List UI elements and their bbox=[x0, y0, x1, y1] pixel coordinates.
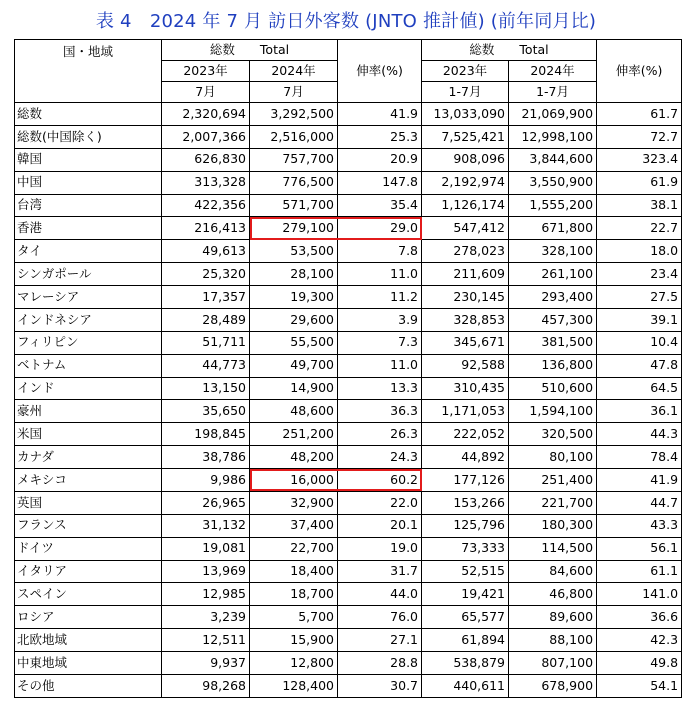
july-2023-cell: 198,845 bbox=[162, 423, 250, 446]
region-cell: 韓国 bbox=[15, 148, 162, 171]
ytd-growth-cell: 49.8 bbox=[597, 652, 682, 675]
table-row bbox=[15, 308, 682, 331]
july-2023-cell: 313,328 bbox=[162, 171, 250, 194]
july-2023-cell: 26,965 bbox=[162, 491, 250, 514]
ytd-2024-cell: 3,844,600 bbox=[509, 148, 597, 171]
ytd-growth-cell: 18.0 bbox=[597, 240, 682, 263]
table-row bbox=[15, 560, 682, 583]
ytd-2023-cell: 222,052 bbox=[422, 423, 509, 446]
july-growth-cell: 147.8 bbox=[338, 171, 422, 194]
july-2023-cell: 35,650 bbox=[162, 400, 250, 423]
july-growth-cell: 29.0 bbox=[338, 217, 422, 240]
ytd-2023-cell: 230,145 bbox=[422, 286, 509, 309]
table-row bbox=[15, 331, 682, 354]
ytd-2023-cell: 547,412 bbox=[422, 217, 509, 240]
table-body bbox=[15, 103, 682, 698]
year-2024-ytd-header: 2024年 bbox=[509, 61, 597, 82]
july-growth-cell: 60.2 bbox=[338, 469, 422, 492]
ytd-2023-cell: 1,126,174 bbox=[422, 194, 509, 217]
july-2024-cell: 279,100 bbox=[250, 217, 338, 240]
ytd-2023-cell: 61,894 bbox=[422, 629, 509, 652]
ytd-2023-cell: 52,515 bbox=[422, 560, 509, 583]
july-growth-cell: 13.3 bbox=[338, 377, 422, 400]
region-cell: 中国 bbox=[15, 171, 162, 194]
month-2023-july-header: 7月 bbox=[162, 82, 250, 103]
july-2023-cell: 2,320,694 bbox=[162, 103, 250, 126]
ytd-2024-cell: 12,998,100 bbox=[509, 125, 597, 148]
july-2024-cell: 53,500 bbox=[250, 240, 338, 263]
july-2023-cell: 216,413 bbox=[162, 217, 250, 240]
region-cell: 総数(中国除く) bbox=[15, 125, 162, 148]
july-growth-cell: 26.3 bbox=[338, 423, 422, 446]
july-growth-cell: 11.0 bbox=[338, 263, 422, 286]
ytd-2023-cell: 92,588 bbox=[422, 354, 509, 377]
ytd-growth-cell: 36.1 bbox=[597, 400, 682, 423]
july-growth-cell: 31.7 bbox=[338, 560, 422, 583]
ytd-growth-cell: 64.5 bbox=[597, 377, 682, 400]
july-2024-cell: 3,292,500 bbox=[250, 103, 338, 126]
july-2024-cell: 571,700 bbox=[250, 194, 338, 217]
ytd-2023-cell: 908,096 bbox=[422, 148, 509, 171]
region-cell: 北欧地域 bbox=[15, 629, 162, 652]
ytd-2024-cell: 80,100 bbox=[509, 446, 597, 469]
july-2023-cell: 28,489 bbox=[162, 308, 250, 331]
july-2023-cell: 51,711 bbox=[162, 331, 250, 354]
region-cell: 総数 bbox=[15, 103, 162, 126]
ytd-2023-cell: 153,266 bbox=[422, 491, 509, 514]
ytd-growth-cell: 72.7 bbox=[597, 125, 682, 148]
ytd-2023-cell: 310,435 bbox=[422, 377, 509, 400]
ytd-2023-cell: 125,796 bbox=[422, 514, 509, 537]
july-2024-cell: 55,500 bbox=[250, 331, 338, 354]
july-2024-cell: 14,900 bbox=[250, 377, 338, 400]
region-cell: カナダ bbox=[15, 446, 162, 469]
july-2023-cell: 44,773 bbox=[162, 354, 250, 377]
ytd-2023-cell: 440,611 bbox=[422, 674, 509, 697]
ytd-2023-cell: 65,577 bbox=[422, 606, 509, 629]
table-row bbox=[15, 514, 682, 537]
month-2024-july-header: 7月 bbox=[250, 82, 338, 103]
july-growth-cell: 44.0 bbox=[338, 583, 422, 606]
ytd-2024-cell: 221,700 bbox=[509, 491, 597, 514]
july-growth-cell: 35.4 bbox=[338, 194, 422, 217]
table-header bbox=[15, 40, 682, 103]
july-growth-cell: 22.0 bbox=[338, 491, 422, 514]
region-cell: 中東地域 bbox=[15, 652, 162, 675]
table-row bbox=[15, 400, 682, 423]
ytd-growth-cell: 54.1 bbox=[597, 674, 682, 697]
july-growth-cell: 28.8 bbox=[338, 652, 422, 675]
july-2024-cell: 15,900 bbox=[250, 629, 338, 652]
ytd-growth-cell: 61.9 bbox=[597, 171, 682, 194]
july-growth-cell: 20.9 bbox=[338, 148, 422, 171]
july-2024-cell: 251,200 bbox=[250, 423, 338, 446]
ytd-2023-cell: 538,879 bbox=[422, 652, 509, 675]
ytd-growth-cell: 27.5 bbox=[597, 286, 682, 309]
ytd-2024-cell: 84,600 bbox=[509, 560, 597, 583]
july-growth-cell: 76.0 bbox=[338, 606, 422, 629]
visitor-arrivals-table bbox=[14, 39, 682, 698]
ytd-growth-cell: 38.1 bbox=[597, 194, 682, 217]
ytd-2024-cell: 46,800 bbox=[509, 583, 597, 606]
growth-july-header: 伸率(%) bbox=[338, 40, 422, 103]
table-row bbox=[15, 263, 682, 286]
july-2023-cell: 31,132 bbox=[162, 514, 250, 537]
table-row bbox=[15, 606, 682, 629]
ytd-2023-cell: 13,033,090 bbox=[422, 103, 509, 126]
region-cell: インド bbox=[15, 377, 162, 400]
ytd-growth-cell: 43.3 bbox=[597, 514, 682, 537]
region-cell: その他 bbox=[15, 674, 162, 697]
ytd-2024-cell: 21,069,900 bbox=[509, 103, 597, 126]
ytd-growth-cell: 78.4 bbox=[597, 446, 682, 469]
table-row bbox=[15, 194, 682, 217]
ytd-growth-cell: 61.1 bbox=[597, 560, 682, 583]
july-growth-cell: 20.1 bbox=[338, 514, 422, 537]
ytd-2024-cell: 678,900 bbox=[509, 674, 597, 697]
ytd-2024-cell: 381,500 bbox=[509, 331, 597, 354]
july-2023-cell: 626,830 bbox=[162, 148, 250, 171]
ytd-growth-cell: 44.7 bbox=[597, 491, 682, 514]
july-2024-cell: 5,700 bbox=[250, 606, 338, 629]
ytd-2023-cell: 19,421 bbox=[422, 583, 509, 606]
ytd-2024-cell: 136,800 bbox=[509, 354, 597, 377]
july-2023-cell: 17,357 bbox=[162, 286, 250, 309]
july-2024-cell: 22,700 bbox=[250, 537, 338, 560]
ytd-growth-cell: 22.7 bbox=[597, 217, 682, 240]
july-2023-cell: 49,613 bbox=[162, 240, 250, 263]
ytd-growth-cell: 42.3 bbox=[597, 629, 682, 652]
july-2024-cell: 48,600 bbox=[250, 400, 338, 423]
table-row bbox=[15, 674, 682, 697]
table-row bbox=[15, 240, 682, 263]
region-cell: ベトナム bbox=[15, 354, 162, 377]
table-row bbox=[15, 171, 682, 194]
ytd-2024-cell: 293,400 bbox=[509, 286, 597, 309]
ytd-2023-cell: 211,609 bbox=[422, 263, 509, 286]
july-2023-cell: 38,786 bbox=[162, 446, 250, 469]
july-2024-cell: 18,700 bbox=[250, 583, 338, 606]
ytd-growth-cell: 323.4 bbox=[597, 148, 682, 171]
ytd-2024-cell: 671,800 bbox=[509, 217, 597, 240]
july-2023-cell: 13,969 bbox=[162, 560, 250, 583]
year-2023-july-header: 2023年 bbox=[162, 61, 250, 82]
region-cell: タイ bbox=[15, 240, 162, 263]
july-growth-cell: 3.9 bbox=[338, 308, 422, 331]
july-growth-cell: 41.9 bbox=[338, 103, 422, 126]
july-2023-cell: 12,985 bbox=[162, 583, 250, 606]
region-cell: インドネシア bbox=[15, 308, 162, 331]
table-row bbox=[15, 491, 682, 514]
ytd-growth-cell: 56.1 bbox=[597, 537, 682, 560]
ytd-2024-cell: 1,594,100 bbox=[509, 400, 597, 423]
ytd-2024-cell: 457,300 bbox=[509, 308, 597, 331]
ytd-2023-cell: 278,023 bbox=[422, 240, 509, 263]
ytd-growth-cell: 61.7 bbox=[597, 103, 682, 126]
ytd-2023-cell: 2,192,974 bbox=[422, 171, 509, 194]
year-2024-july-header: 2024年 bbox=[250, 61, 338, 82]
july-growth-cell: 24.3 bbox=[338, 446, 422, 469]
ytd-2024-cell: 510,600 bbox=[509, 377, 597, 400]
july-growth-cell: 25.3 bbox=[338, 125, 422, 148]
month-2024-ytd-header: 1-7月 bbox=[509, 82, 597, 103]
ytd-2024-cell: 89,600 bbox=[509, 606, 597, 629]
table-title: 表 4 2024 年 7 月 訪日外客数 (JNTO 推計値) (前年同月比) bbox=[95, 11, 597, 32]
ytd-2023-cell: 328,853 bbox=[422, 308, 509, 331]
ytd-2023-cell: 177,126 bbox=[422, 469, 509, 492]
ytd-2024-cell: 3,550,900 bbox=[509, 171, 597, 194]
ytd-2024-cell: 88,100 bbox=[509, 629, 597, 652]
ytd-2024-cell: 1,555,200 bbox=[509, 194, 597, 217]
table-row bbox=[15, 629, 682, 652]
july-growth-cell: 11.2 bbox=[338, 286, 422, 309]
region-cell: イタリア bbox=[15, 560, 162, 583]
july-2024-cell: 16,000 bbox=[250, 469, 338, 492]
ytd-2024-cell: 251,400 bbox=[509, 469, 597, 492]
july-2024-cell: 128,400 bbox=[250, 674, 338, 697]
july-growth-cell: 11.0 bbox=[338, 354, 422, 377]
ytd-growth-cell: 47.8 bbox=[597, 354, 682, 377]
july-2023-cell: 19,081 bbox=[162, 537, 250, 560]
july-2024-cell: 32,900 bbox=[250, 491, 338, 514]
july-2023-cell: 2,007,366 bbox=[162, 125, 250, 148]
july-2023-cell: 25,320 bbox=[162, 263, 250, 286]
region-cell: 米国 bbox=[15, 423, 162, 446]
table-row bbox=[15, 537, 682, 560]
july-2023-cell: 422,356 bbox=[162, 194, 250, 217]
july-2024-cell: 29,600 bbox=[250, 308, 338, 331]
july-2023-cell: 9,986 bbox=[162, 469, 250, 492]
ytd-growth-cell: 141.0 bbox=[597, 583, 682, 606]
ytd-2023-cell: 44,892 bbox=[422, 446, 509, 469]
table-row bbox=[15, 148, 682, 171]
july-2024-cell: 776,500 bbox=[250, 171, 338, 194]
july-2024-cell: 49,700 bbox=[250, 354, 338, 377]
july-2024-cell: 2,516,000 bbox=[250, 125, 338, 148]
table-row bbox=[15, 583, 682, 606]
july-2024-cell: 12,800 bbox=[250, 652, 338, 675]
ytd-2024-cell: 328,100 bbox=[509, 240, 597, 263]
table-row bbox=[15, 354, 682, 377]
table-row bbox=[15, 103, 682, 126]
ytd-growth-cell: 23.4 bbox=[597, 263, 682, 286]
july-2023-cell: 12,511 bbox=[162, 629, 250, 652]
region-cell: 豪州 bbox=[15, 400, 162, 423]
region-column-header: 国・地域 bbox=[15, 40, 162, 103]
table-row bbox=[15, 217, 682, 240]
ytd-growth-cell: 41.9 bbox=[597, 469, 682, 492]
table-row bbox=[15, 423, 682, 446]
july-2024-cell: 37,400 bbox=[250, 514, 338, 537]
region-cell: ロシア bbox=[15, 606, 162, 629]
july-2023-cell: 98,268 bbox=[162, 674, 250, 697]
july-2023-cell: 13,150 bbox=[162, 377, 250, 400]
table-row bbox=[15, 377, 682, 400]
ytd-growth-cell: 36.6 bbox=[597, 606, 682, 629]
growth-ytd-header: 伸率(%) bbox=[597, 40, 682, 103]
july-2023-cell: 3,239 bbox=[162, 606, 250, 629]
ytd-2023-cell: 7,525,421 bbox=[422, 125, 509, 148]
ytd-2024-cell: 261,100 bbox=[509, 263, 597, 286]
region-cell: 台湾 bbox=[15, 194, 162, 217]
ytd-2024-cell: 180,300 bbox=[509, 514, 597, 537]
month-2023-ytd-header: 1-7月 bbox=[422, 82, 509, 103]
region-cell: 英国 bbox=[15, 491, 162, 514]
july-2024-cell: 28,100 bbox=[250, 263, 338, 286]
july-growth-cell: 19.0 bbox=[338, 537, 422, 560]
july-growth-cell: 27.1 bbox=[338, 629, 422, 652]
july-growth-cell: 30.7 bbox=[338, 674, 422, 697]
ytd-2023-cell: 345,671 bbox=[422, 331, 509, 354]
july-growth-cell: 36.3 bbox=[338, 400, 422, 423]
region-cell: 香港 bbox=[15, 217, 162, 240]
ytd-2023-cell: 1,171,053 bbox=[422, 400, 509, 423]
july-2024-cell: 48,200 bbox=[250, 446, 338, 469]
total-ytd-group-header: 総数 Total bbox=[422, 40, 597, 61]
region-cell: フィリピン bbox=[15, 331, 162, 354]
region-cell: メキシコ bbox=[15, 469, 162, 492]
region-cell: ドイツ bbox=[15, 537, 162, 560]
region-cell: マレーシア bbox=[15, 286, 162, 309]
ytd-2024-cell: 807,100 bbox=[509, 652, 597, 675]
year-2023-ytd-header: 2023年 bbox=[422, 61, 509, 82]
ytd-growth-cell: 10.4 bbox=[597, 331, 682, 354]
ytd-2024-cell: 114,500 bbox=[509, 537, 597, 560]
table-row bbox=[15, 446, 682, 469]
region-cell: フランス bbox=[15, 514, 162, 537]
table-row bbox=[15, 652, 682, 675]
july-2024-cell: 18,400 bbox=[250, 560, 338, 583]
table-row bbox=[15, 469, 682, 492]
region-cell: シンガポール bbox=[15, 263, 162, 286]
total-july-group-header: 総数 Total bbox=[162, 40, 338, 61]
ytd-2024-cell: 320,500 bbox=[509, 423, 597, 446]
table-row bbox=[15, 286, 682, 309]
ytd-growth-cell: 39.1 bbox=[597, 308, 682, 331]
region-cell: スペイン bbox=[15, 583, 162, 606]
july-2024-cell: 19,300 bbox=[250, 286, 338, 309]
july-2023-cell: 9,937 bbox=[162, 652, 250, 675]
july-2024-cell: 757,700 bbox=[250, 148, 338, 171]
ytd-2023-cell: 73,333 bbox=[422, 537, 509, 560]
table-row bbox=[15, 125, 682, 148]
july-growth-cell: 7.3 bbox=[338, 331, 422, 354]
ytd-growth-cell: 44.3 bbox=[597, 423, 682, 446]
july-growth-cell: 7.8 bbox=[338, 240, 422, 263]
